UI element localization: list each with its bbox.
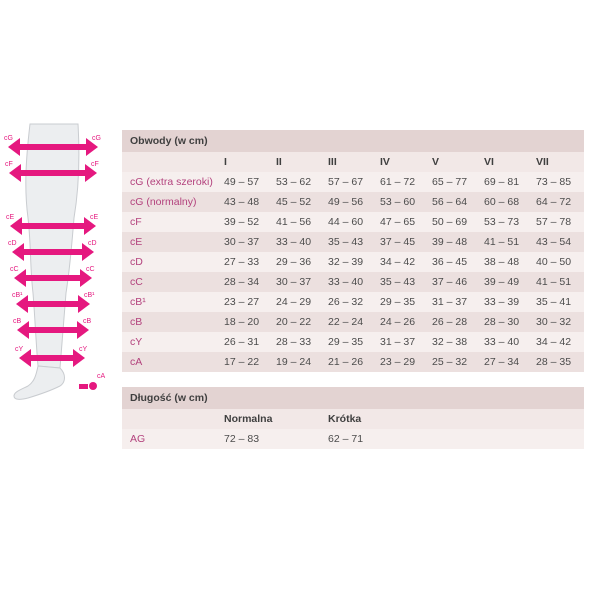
row-label: cA — [122, 352, 224, 372]
row-label: cF — [122, 212, 224, 232]
col-header-6: VI — [484, 152, 536, 172]
row-label: cY — [122, 332, 224, 352]
row-label: cG (extra szeroki) — [122, 172, 224, 192]
row-value: 34 – 42 — [536, 332, 584, 352]
row-value: 34 – 42 — [380, 252, 432, 272]
row-value: 64 – 72 — [536, 192, 584, 212]
row-value: 49 – 57 — [224, 172, 276, 192]
col-header-4: IV — [380, 152, 432, 172]
row-value: 33 – 40 — [276, 232, 328, 252]
row-value: 23 – 29 — [380, 352, 432, 372]
row-value: 28 – 34 — [224, 272, 276, 292]
row-label: cG (normalny) — [122, 192, 224, 212]
col-header-5: V — [432, 152, 484, 172]
svg-text:cB: cB — [83, 318, 92, 325]
row-value: 49 – 56 — [328, 192, 380, 212]
row-value: 29 – 36 — [276, 252, 328, 272]
row-value: 31 – 37 — [432, 292, 484, 312]
leg-diagram-svg — [0, 118, 122, 403]
row-value: 38 – 48 — [484, 252, 536, 272]
table-row — [122, 312, 584, 332]
row-value: 45 – 52 — [276, 192, 328, 212]
row-value: 28 – 33 — [276, 332, 328, 352]
row-label: cB — [122, 312, 224, 332]
row-value: 57 – 78 — [536, 212, 584, 232]
row-value: 26 – 32 — [328, 292, 380, 312]
row-value: 18 – 20 — [224, 312, 276, 332]
row-label: AG — [122, 429, 224, 449]
row-value: 28 – 35 — [536, 352, 584, 372]
svg-text:cA: cA — [97, 373, 106, 380]
row-label: cC — [122, 272, 224, 292]
col-header-7: VII — [536, 152, 584, 172]
table-row — [122, 252, 584, 272]
length-col-header-0 — [122, 409, 224, 429]
svg-text:cF: cF — [5, 161, 13, 168]
length-column-headers — [122, 409, 584, 429]
svg-text:cD: cD — [8, 240, 17, 247]
svg-text:cF: cF — [91, 161, 99, 168]
row-value: 44 – 60 — [328, 212, 380, 232]
svg-text:cE: cE — [6, 214, 15, 221]
row-value: 25 – 32 — [432, 352, 484, 372]
row-value: 20 – 22 — [276, 312, 328, 332]
row-value: 69 – 81 — [484, 172, 536, 192]
row-value: 43 – 54 — [536, 232, 584, 252]
row-value: 37 – 46 — [432, 272, 484, 292]
svg-text:cB¹: cB¹ — [12, 292, 23, 299]
length-title: Długość (w cm) — [122, 387, 584, 409]
row-value: 27 – 33 — [224, 252, 276, 272]
svg-text:cG: cG — [4, 135, 13, 142]
row-value: 39 – 52 — [224, 212, 276, 232]
table-row — [122, 232, 584, 252]
row-value: 33 – 40 — [484, 332, 536, 352]
row-value: 35 – 43 — [380, 272, 432, 292]
row-value: 31 – 37 — [380, 332, 432, 352]
col-header-1: I — [224, 152, 276, 172]
length-title-row — [122, 387, 584, 409]
circumference-column-headers — [122, 152, 584, 172]
row-value: 29 – 35 — [380, 292, 432, 312]
row-value: 26 – 31 — [224, 332, 276, 352]
size-tables — [122, 130, 584, 449]
row-value: 24 – 26 — [380, 312, 432, 332]
svg-text:cC: cC — [10, 266, 19, 273]
row-value: 36 – 45 — [432, 252, 484, 272]
row-value: 53 – 73 — [484, 212, 536, 232]
row-value: 73 – 85 — [536, 172, 584, 192]
circumference-title: Obwody (w cm) — [122, 130, 584, 152]
table-row — [122, 192, 584, 212]
row-value: 50 – 69 — [432, 212, 484, 232]
row-value: 41 – 56 — [276, 212, 328, 232]
row-value: 26 – 28 — [432, 312, 484, 332]
circumference-table — [122, 130, 584, 372]
row-label: cE — [122, 232, 224, 252]
row-value: 35 – 43 — [328, 232, 380, 252]
row-value: 35 – 41 — [536, 292, 584, 312]
row-value: 32 – 38 — [432, 332, 484, 352]
svg-text:cY: cY — [15, 346, 24, 353]
row-value: 32 – 39 — [328, 252, 380, 272]
row-value: 27 – 34 — [484, 352, 536, 372]
row-label: cB¹ — [122, 292, 224, 312]
table-row — [122, 272, 584, 292]
table-row — [122, 212, 584, 232]
svg-text:cB¹: cB¹ — [84, 292, 95, 299]
table-row — [122, 429, 584, 449]
length-col-header-2: Krótka — [328, 409, 584, 429]
svg-text:cG: cG — [92, 135, 101, 142]
row-value: 22 – 24 — [328, 312, 380, 332]
row-value: 40 – 50 — [536, 252, 584, 272]
col-header-2: II — [276, 152, 328, 172]
col-header-3: III — [328, 152, 380, 172]
row-value: 23 – 27 — [224, 292, 276, 312]
row-value: 43 – 48 — [224, 192, 276, 212]
length-col-header-1: Normalna — [224, 409, 328, 429]
row-value: 62 – 71 — [328, 429, 584, 449]
col-header-0 — [122, 152, 224, 172]
row-label: cD — [122, 252, 224, 272]
row-value: 53 – 62 — [276, 172, 328, 192]
row-value: 19 – 24 — [276, 352, 328, 372]
row-value: 41 – 51 — [536, 272, 584, 292]
row-value: 17 – 22 — [224, 352, 276, 372]
row-value: 33 – 40 — [328, 272, 380, 292]
row-value: 72 – 83 — [224, 429, 328, 449]
table-row — [122, 332, 584, 352]
length-table — [122, 387, 584, 449]
row-value: 61 – 72 — [380, 172, 432, 192]
row-value: 39 – 49 — [484, 272, 536, 292]
leg-measurement-diagram — [0, 118, 122, 403]
row-value: 60 – 68 — [484, 192, 536, 212]
row-value: 30 – 37 — [276, 272, 328, 292]
row-value: 47 – 65 — [380, 212, 432, 232]
row-value: 53 – 60 — [380, 192, 432, 212]
row-value: 21 – 26 — [328, 352, 380, 372]
svg-text:cE: cE — [90, 214, 99, 221]
table-row — [122, 292, 584, 312]
table-row — [122, 172, 584, 192]
row-value: 39 – 48 — [432, 232, 484, 252]
row-value: 57 – 67 — [328, 172, 380, 192]
svg-text:cY: cY — [79, 346, 88, 353]
circumference-title-row — [122, 130, 584, 152]
row-value: 56 – 64 — [432, 192, 484, 212]
row-value: 29 – 35 — [328, 332, 380, 352]
row-value: 28 – 30 — [484, 312, 536, 332]
table-row — [122, 352, 584, 372]
row-value: 24 – 29 — [276, 292, 328, 312]
svg-text:cB: cB — [13, 318, 22, 325]
svg-text:cD: cD — [88, 240, 97, 247]
row-value: 33 – 39 — [484, 292, 536, 312]
row-value: 65 – 77 — [432, 172, 484, 192]
row-value: 41 – 51 — [484, 232, 536, 252]
row-value: 30 – 32 — [536, 312, 584, 332]
row-value: 37 – 45 — [380, 232, 432, 252]
svg-text:cC: cC — [86, 266, 95, 273]
row-value: 30 – 37 — [224, 232, 276, 252]
